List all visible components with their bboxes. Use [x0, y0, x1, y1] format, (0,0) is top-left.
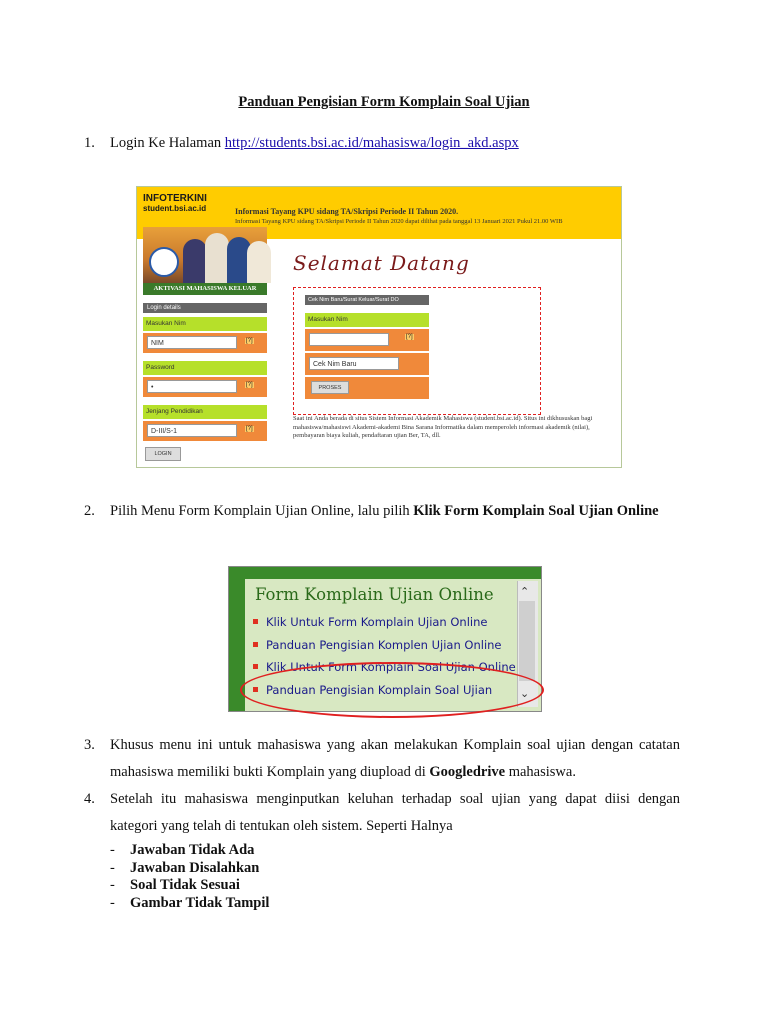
- info-text: Informasi Tayang KPU sidang TA/Skripsi Periode II Tahun 2020 dapat dilihat pada tanggal 13 Januari 2021 Pukul 21.00 WIB: [235, 218, 563, 225]
- scroll-up-icon[interactable]: ⌃: [520, 585, 530, 598]
- category-label: Soal Tidak Sesuai: [130, 877, 240, 893]
- user-icon: [149, 247, 179, 277]
- step-2-bold: Klik Form Komplain Soal Ujian Online: [413, 503, 659, 519]
- menu-item-label: Klik Untuk Form Komplain Soal Ujian Online: [266, 660, 516, 674]
- step-2-text: Pilih Menu Form Komplain Ujian Online, lalu pilih: [110, 503, 414, 519]
- nim-row: [143, 333, 267, 353]
- dash-bullet: -: [110, 877, 115, 893]
- nim-label: Masukan Nim: [143, 317, 267, 331]
- list-item: [110, 895, 269, 913]
- proses-button[interactable]: PROSES: [311, 381, 349, 394]
- cek-nim-help-icon[interactable]: [?]: [406, 334, 413, 340]
- step-1-number: 1.: [84, 135, 95, 151]
- list-item: [110, 860, 269, 878]
- password-input[interactable]: •: [147, 380, 237, 393]
- step-4-number: 4.: [84, 791, 95, 807]
- logo-subtitle: student.bsi.ac.id: [143, 204, 207, 213]
- menu-item-label: Panduan Pengisian Komplen Ujian Online: [266, 638, 502, 652]
- cek-nim-input-row: [305, 329, 429, 351]
- welcome-heading: Selamat Datang: [293, 251, 470, 275]
- cek-nim-header: Cek Nim Baru/Surat Keluar/Surat DO: [305, 295, 429, 305]
- site-description: Saat ini Anda berada di situs Sistem Informasi Akademik Mahasiswa (student.bsi.ac.id). Situs ini dikhususkan bagi mahasiswa/mahasiswi Akademi-akademi Bina Sarana Informatika dalam memperoleh informasi akademik (nilai), pembayaran biaya kuliah, pendaftaran ujian Ber, TA, dll.: [293, 415, 593, 439]
- scrollbar-thumb[interactable]: [519, 601, 535, 681]
- highlight-oval: [240, 662, 544, 718]
- cek-nim-label: Masukan Nim: [305, 313, 429, 327]
- jenjang-row: [143, 421, 267, 441]
- jenjang-label: Jenjang Pendidikan: [143, 405, 267, 419]
- login-header: Login details: [143, 303, 267, 313]
- step-2: [84, 498, 680, 525]
- step-2-number: 2.: [84, 503, 95, 519]
- menu-item-form-komplain-ujian[interactable]: [253, 615, 487, 629]
- step-4-text: Setelah itu mahasiswa menginputkan keluhan terhadap soal ujian yang dapat diisi dengan kategori yang telah di tentukan oleh sistem. Seperti Halnya: [110, 791, 680, 834]
- category-label: Gambar Tidak Tampil: [130, 894, 270, 911]
- page-title: Panduan Pengisian Form Komplain Soal Ujian: [238, 94, 530, 110]
- cek-nim-input[interactable]: [309, 333, 389, 346]
- login-link[interactable]: http://students.bsi.ac.id/mahasiswa/login_akd.aspx: [224, 135, 519, 151]
- aktivasi-banner[interactable]: AKTIVASI MAHASISWA KELUAR: [143, 283, 267, 295]
- step-3-text-end: mahasiswa.: [505, 764, 576, 780]
- password-help-icon[interactable]: [?]: [246, 382, 253, 388]
- info-title: Informasi Tayang KPU sidang TA/Skripsi Periode II Tahun 2020.: [235, 207, 459, 216]
- proses-row: [305, 377, 429, 399]
- step-3-text: Khusus menu ini untuk mahasiswa yang akan melakukan Komplain soal ujian dengan catatan mahasiswa memiliki bukti Komplain yang diupload di: [110, 737, 680, 780]
- dash-bullet: -: [110, 859, 115, 876]
- menu-item-panduan-komplen[interactable]: [253, 638, 502, 652]
- password-row: [143, 377, 267, 397]
- login-button[interactable]: LOGIN: [145, 447, 181, 461]
- list-item: [110, 877, 269, 895]
- nim-input[interactable]: NIM: [147, 336, 237, 349]
- list-item: [110, 842, 269, 860]
- step-3-number: 3.: [84, 737, 95, 753]
- category-label: Jawaban Tidak Ada: [130, 842, 255, 858]
- step-3: [84, 732, 680, 786]
- bullet-icon: [253, 642, 258, 647]
- bullet-icon: [253, 619, 258, 624]
- step-4: [84, 786, 680, 840]
- step-3-bold: Googledrive: [429, 764, 506, 780]
- nim-help-icon[interactable]: [?]: [246, 338, 253, 344]
- dash-bullet: -: [110, 894, 115, 911]
- bullet-icon: [253, 664, 258, 669]
- menu-item-label: Panduan Pengisian Komplain Soal Ujian: [266, 683, 493, 697]
- step-1-text: Login Ke Halaman: [110, 135, 225, 151]
- menu-item-label: Klik Untuk Form Komplain Ujian Online: [266, 615, 488, 629]
- login-page-screenshot: [136, 186, 622, 468]
- password-label: Password: [143, 361, 267, 375]
- scroll-down-icon[interactable]: ⌄: [520, 687, 530, 700]
- jenjang-select[interactable]: D-III/S-1: [147, 424, 237, 437]
- menu-title: Form Komplain Ujian Online: [255, 585, 494, 604]
- menu-top-bar: [229, 567, 541, 579]
- cek-nim-select[interactable]: Cek Nim Baru: [309, 357, 399, 370]
- step-1: [84, 130, 680, 157]
- category-label: Jawaban Disalahkan: [130, 859, 260, 876]
- jenjang-help-icon[interactable]: [?]: [246, 426, 253, 432]
- cek-nim-select-row: [305, 353, 429, 375]
- logo-title: INFOTERKINI: [143, 193, 207, 204]
- dash-bullet: -: [110, 842, 115, 858]
- category-list: [110, 842, 269, 912]
